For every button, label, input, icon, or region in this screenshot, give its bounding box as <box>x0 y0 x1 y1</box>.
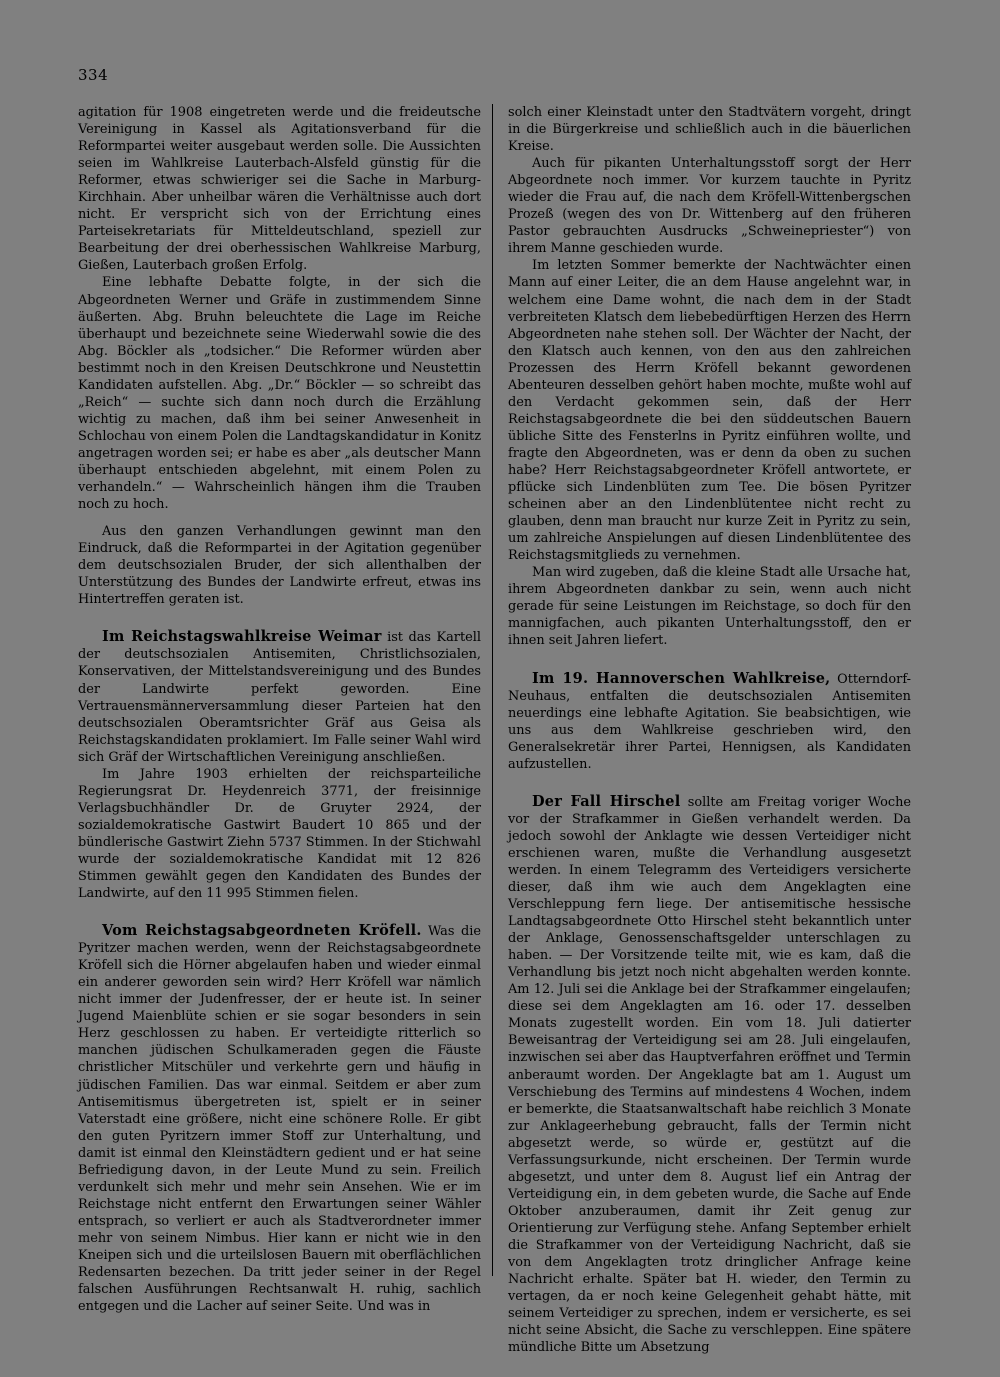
article-weimar: Im Reichstagswahlkreise Weimar ist das Kartell der deutschsozialen Antisemiten, Christlichsozialen, Konservativen, der Mittelstandsvereinigung und des Bundes der Landwirte perfekt geworden. Eine Vertrauensmännerversammlung dieser Parteien hat den deutschsozialen Oberamtsrichter Gräf aus Geisa als Reichstagskandidaten proklamiert. Im Falle seiner Wahl wird sich Gräf der Wirtschaftlichen Vereinigung anschließen. <box>78 628 481 765</box>
article-heading: Der Fall Hirschel <box>532 792 681 810</box>
article-heading: Vom Reichstagsabgeordneten Kröfell. <box>102 922 422 940</box>
paragraph: solch einer Kleinstadt unter den Stadtvätern vorgeht, dringt in die Bürgerkreise und schließlich auch in die bäuerlichen Kreise. <box>508 105 911 155</box>
paragraph: agitation für 1908 eingetreten werde und die freideutsche Vereinigung in Kassel als Agitationsverband für die Reformpartei weiter ausgebaut werden solle. Die Aussichten seien im Wahlkreise Lauterbach-Alsfeld günstig für die Reformer, etwas schwieriger sei die Sache in Marburg-Kirchhain. Aber unheilbar wären die Verhältnisse auch dort nicht. Er verspricht sich von der Errichtung eines Parteisekretariats für Mitteldeutschland, speziell zur Bearbeitung der drei oberhessischen Wahlkreise Marburg, Gießen, Lauterbach großen Erfolg. <box>78 105 481 274</box>
article-heading: Im 19. Hannoverschen Wahlkreise, <box>532 669 831 687</box>
right-column <box>508 104 911 1356</box>
paragraph: Eine lebhafte Debatte folgte, in der sich die Abgeordneten Werner und Gräfe in zustimmendem Sinne äußerten. Abg. Bruhn beleuchtete die Lage im Reiche überhaupt und bezeichnete seine Wiederwahl sowie die des Abg. Böckler als „todsicher.“ Die Reformer würden aber bestimmt noch in den Kreisen Deutschkrone und Neustettin Kandidaten aufstellen. Abg. „Dr.“ Böckler — so schreibt das „Reich“ — suchte sich dann noch durch die Erzählung wichtig zu machen, daß ihm bei seiner Anwesenheit in Schlochau von einem Polen die Landtagskandidatur in Konitz angetragen worden sei; er habe es aber „als deutscher Mann überhaupt entschieden abgelehnt, mit einem Polen zu verhandeln.“ — Wahrscheinlich hängen ihm die Trauben noch zu hoch. <box>78 275 481 513</box>
paragraph: Im letzten Sommer bemerkte der Nachtwächter einen Mann auf einer Leiter, die an dem Hause angelehnt war, in welchem eine Dame wohnt, die nach dem in der Stadt verbreiteten Klatsch dem liebebedürftigen Herzen des Herrn Abgeordneten nahe stehen soll. Der Wächter der Nacht, der den Klatsch auch kennen, von den aus den zahlreichen Prozessen des Herrn Kröfell bekannt gewordenen Abenteuren desselben gehört haben mochte, mußte wohl auf den Verdacht gekommen sein, daß der Herr Reichstagsabgeordnete die bei den süddeutschen Bauern übliche Sitte des Fensterlns in Pyritz einführen wollte, und fragte den Abgeordneten, was er denn da oben zu suchen habe? Herr Reichstagsabgeordneter Kröfell antwortete, er pflücke sich Lindenblüten zum Tee. Die bösen Pyritzer scheinen aber an den Lindenblütentee nicht recht zu glauben, denn man braucht nur kurze Zeit in Pyritz zu sein, um zahlreiche Anspielungen auf diesen Lindenblütentee des Reichstagsmitglieds zu vernehmen. <box>508 258 911 564</box>
paragraph: Auch für pikanten Unterhaltungsstoff sorgt der Herr Abgeordnete noch immer. Vor kurzem tauchte in Pyritz wieder die Frau auf, die nach dem Kröfell-Wittenbergschen Prozeß (wegen des von Dr. Wittenberg auf den früheren Pastor gebrauchten Ausdrucks „Schweinepriester“) von ihrem Manne geschieden wurde. <box>508 156 911 257</box>
paragraph: Man wird zugeben, daß die kleine Stadt alle Ursache hat, ihrem Abgeordneten dankbar zu sein, wenn auch nicht gerade für seine Leistungen im Reichstage, so doch für den mannigfachen, auch pikanten Unterhaltungsstoff, den er ihnen seit Jahren liefert. <box>508 565 911 649</box>
paragraph: Im Jahre 1903 erhielten der reichsparteiliche Regierungsrat Dr. Heydenreich 3771, der freisinnige Verlagsbuchhändler Dr. de Gruyter 2924, der sozialdemokratische Gastwirt Baudert 10 865 und der bündlerische Gastwirt Ziehn 5737 Stimmen. In der Stichwahl wurde der sozialdemokratische Kandidat mit 12 826 Stimmen gewählt gegen den Kandidaten des Bundes der Landwirte, auf den 11 995 Stimmen fielen. <box>78 766 481 902</box>
article-kroefell: Vom Reichstagsabgeordneten Kröfell. Was die Pyritzer machen werden, wenn der Reichstagsabgeordnete Kröfell sich die Hörner abgelaufen haben und wieder einmal ein anderer geworden sein wird? Herr Kröfell war nämlich nicht immer der Judenfresser, der er heute ist. In seiner Jugend Maienblüte schien er sie sogar besonders in sein Herz geschlossen zu haben. Er verteidigte ritterlich so manchen jüdischen Schulkameraden gegen die Fäuste christlicher Mitschüler und verkehrte gern und häufig in jüdischen Familien. Das war einmal. Seitdem er aber zum Antisemitismus übergetreten ist, spielt er in seiner Vaterstadt eine größere, nicht eine schönere Rolle. Er gibt den guten Pyritzern immer Stoff zur Unterhaltung, und damit ist einmal den Kleinstädtern gedient und er hat seine Befriedigung davon, in der Leute Mund zu sein. Freilich verdunkelt sich mehr und mehr sein Ansehen. Wie er im Reichstage nicht entfernt den Erwartungen seiner Wähler entsprach, so verliert er auch als Stadtverordneter immer mehr von seinem Nimbus. Hier kann er nicht wie in den Kneipen sich und die urteilslosen Bauern mit oberflächlichen Redensarten bezechen. Da tritt jeder seiner in der Regel falschen Ausführungen Rechtsanwalt H. ruhig, sachlich entgegen und die Lacher auf seiner Seite. Und was in <box>78 922 481 1315</box>
page-number: 334 <box>78 66 109 84</box>
paragraph: Aus den ganzen Verhandlungen gewinnt man den Eindruck, daß die Reformpartei in der Agitation gegenüber dem deutschsozialen Bruder, der sich allenthalben der Unterstützung des Bundes der Landwirte erfreut, etwas ins Hintertreffen geraten ist. <box>78 524 481 608</box>
article-hirschel: Der Fall Hirschel sollte am Freitag voriger Woche vor der Strafkammer in Gießen verhandelt werden. Da jedoch sowohl der Anklagte wie dessen Verteidiger nicht erschienen waren, mußte die Verhandlung ausgesetzt werden. In einem Telegramm des Verteidigers versicherte dieser, daß ihm wie auch dem Angeklagten eine Verschleppung fern liege. Der antisemitische hessische Landtagsabgeordnete Otto Hirschel steht bekanntlich unter der Anklage, Genossenschaftsgelder unterschlagen zu haben. — Der Vorsitzende teilte mit, wie es kam, daß die Verhandlung bis jetzt noch nicht abgehalten werden konnte. Am 12. Juli sei die Anklage bei der Strafkammer eingelaufen; diese sei dem Angeklagten am 16. oder 17. desselben Monats zugestellt worden. Ein vom 18. Juli datierter Beweisantrag der Verteidigung sei am 28. Juli eingelaufen, inzwischen sei aber das Hauptverfahren eröffnet und Termin anberaumt worden. Der Angeklagte bat am 1. August um Verschiebung des Termins auf mindestens 4 Wochen, indem er bemerkte, die Staatsanwaltschaft habe reichlich 3 Monate zur Anklageerhebung gebraucht, falls der Termin nicht abgesetzt werde, so würde er, gestützt auf die Verfassungsurkunde, nicht erscheinen. Der Termin wurde abgesetzt, und unter dem 8. August lief ein Antrag der Verteidigung ein, in dem gebeten wurde, die Sache auf Ende Oktober anzuberaumen, damit ihr Zeit genug zur Orientierung zur Verfügung stehe. Anfang September erhielt die Strafkammer von der Verteidigung Nachricht, daß sie von dem Angeklagten trotz dringlicher Anfrage keine Nachricht erhalte. Später bat H. wieder, den Termin zu vertagen, da er noch keine Gelegenheit gehabt hätte, mit seinem Verteidiger zu sprechen, indem er versicherte, es sei nicht seine Absicht, die Sache zu verschleppen. Eine spätere mündliche Bitte um Absetzung <box>508 792 911 1356</box>
left-column <box>78 104 481 1315</box>
article-hannover: Im 19. Hannoverschen Wahlkreise, Otterndorf-Neuhaus, entfalten die deutschsozialen Antisemiten neuerdings eine lebhafte Agitation. Sie beabsichtigen, wie uns aus dem Wahlkreise geschrieben wird, den Generalsekretär ihrer Partei, Hennigsen, als Kandidaten aufzustellen. <box>508 669 911 772</box>
column-divider <box>492 104 493 1276</box>
article-heading: Im Reichstagswahlkreise Weimar <box>102 628 382 646</box>
